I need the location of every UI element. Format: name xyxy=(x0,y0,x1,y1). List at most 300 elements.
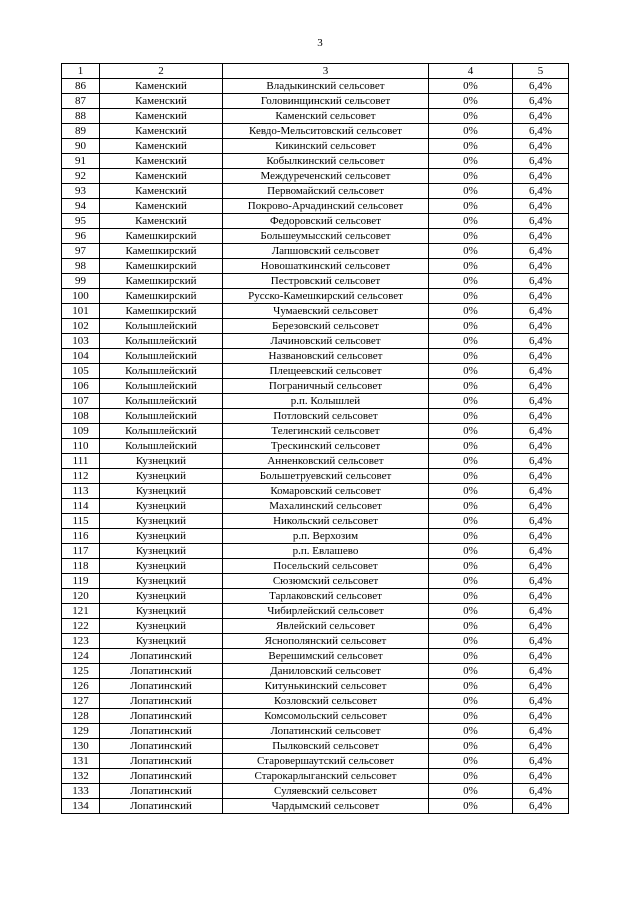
table-row xyxy=(62,274,569,289)
table-cell-col4: 0% xyxy=(429,544,513,559)
table-cell-col5: 6,4% xyxy=(513,544,569,559)
table-cell-col1: 127 xyxy=(62,694,100,709)
table-cell-col2: Лопатинский xyxy=(100,799,223,814)
table-cell-col3: Чибирлейский сельсовет xyxy=(223,604,429,619)
table-cell-col2: Каменский xyxy=(100,199,223,214)
table-cell-col2: Каменский xyxy=(100,169,223,184)
table-cell-col3: Китунькинский сельсовет xyxy=(223,679,429,694)
table-row xyxy=(62,109,569,124)
table-cell-col4: 0% xyxy=(429,109,513,124)
table-cell-col2: Кузнецкий xyxy=(100,559,223,574)
table-cell-col3: Старовершаутский сельсовет xyxy=(223,754,429,769)
table-row xyxy=(62,784,569,799)
table-cell-col2: Каменский xyxy=(100,79,223,94)
table-cell-col1: 105 xyxy=(62,364,100,379)
table-cell-col5: 6,4% xyxy=(513,694,569,709)
rates-table xyxy=(61,63,569,814)
table-cell-col5: 6,4% xyxy=(513,454,569,469)
table-cell-col2: Каменский xyxy=(100,109,223,124)
table-cell-col2: Кузнецкий xyxy=(100,574,223,589)
table-cell-col3: р.п. Верхозим xyxy=(223,529,429,544)
table-row xyxy=(62,634,569,649)
table-row xyxy=(62,439,569,454)
table-cell-col5: 6,4% xyxy=(513,379,569,394)
table-cell-col5: 6,4% xyxy=(513,664,569,679)
table-cell-col2: Камешкирский xyxy=(100,244,223,259)
table-cell-col4: 0% xyxy=(429,724,513,739)
table-cell-col1: 114 xyxy=(62,499,100,514)
table-cell-col2: Камешкирский xyxy=(100,304,223,319)
table-row xyxy=(62,649,569,664)
table-cell-col2: Лопатинский xyxy=(100,709,223,724)
table-cell-col4: 0% xyxy=(429,679,513,694)
table-cell-col3: Козловский сельсовет xyxy=(223,694,429,709)
table-cell-col5: 6,4% xyxy=(513,259,569,274)
table-cell-col4: 0% xyxy=(429,184,513,199)
table-cell-col2: Колышлейский xyxy=(100,409,223,424)
table-cell-col4: 0% xyxy=(429,394,513,409)
table-row xyxy=(62,544,569,559)
table-row xyxy=(62,694,569,709)
table-cell-col2: Лопатинский xyxy=(100,769,223,784)
table-cell-col4: 0% xyxy=(429,664,513,679)
table-cell-col3: Плещеевский сельсовет xyxy=(223,364,429,379)
header-cell-5: 5 xyxy=(513,64,569,79)
table-row xyxy=(62,379,569,394)
table-cell-col3: Телегинский сельсовет xyxy=(223,424,429,439)
table-cell-col2: Камешкирский xyxy=(100,274,223,289)
table-cell-col3: Махалинский сельсовет xyxy=(223,499,429,514)
table-cell-col5: 6,4% xyxy=(513,574,569,589)
table-cell-col1: 100 xyxy=(62,289,100,304)
table-cell-col1: 121 xyxy=(62,604,100,619)
table-cell-col4: 0% xyxy=(429,94,513,109)
table-cell-col5: 6,4% xyxy=(513,589,569,604)
table-cell-col3: Посельский сельсовет xyxy=(223,559,429,574)
table-cell-col1: 134 xyxy=(62,799,100,814)
table-cell-col2: Лопатинский xyxy=(100,649,223,664)
table-cell-col4: 0% xyxy=(429,634,513,649)
table-row xyxy=(62,769,569,784)
table-cell-col1: 111 xyxy=(62,454,100,469)
table-cell-col2: Кузнецкий xyxy=(100,499,223,514)
table-cell-col1: 110 xyxy=(62,439,100,454)
table-row xyxy=(62,529,569,544)
table-cell-col3: Кобылкинский сельсовет xyxy=(223,154,429,169)
table-cell-col4: 0% xyxy=(429,484,513,499)
table-cell-col5: 6,4% xyxy=(513,394,569,409)
table-cell-col3: Федоровский сельсовет xyxy=(223,214,429,229)
table-cell-col2: Кузнецкий xyxy=(100,454,223,469)
table-cell-col2: Кузнецкий xyxy=(100,529,223,544)
table-cell-col3: Лачиновский сельсовет xyxy=(223,334,429,349)
table-cell-col2: Колышлейский xyxy=(100,439,223,454)
table-cell-col4: 0% xyxy=(429,169,513,184)
table-cell-col4: 0% xyxy=(429,694,513,709)
table-cell-col3: Березовский сельсовет xyxy=(223,319,429,334)
table-cell-col2: Кузнецкий xyxy=(100,514,223,529)
table-cell-col1: 124 xyxy=(62,649,100,664)
table-cell-col4: 0% xyxy=(429,439,513,454)
table-cell-col2: Колышлейский xyxy=(100,379,223,394)
table-cell-col3: Владыкинский сельсовет xyxy=(223,79,429,94)
table-cell-col1: 113 xyxy=(62,484,100,499)
table-cell-col5: 6,4% xyxy=(513,229,569,244)
table-cell-col1: 96 xyxy=(62,229,100,244)
table-cell-col1: 94 xyxy=(62,199,100,214)
table-row xyxy=(62,244,569,259)
table-row xyxy=(62,664,569,679)
table-cell-col1: 88 xyxy=(62,109,100,124)
table-row xyxy=(62,334,569,349)
table-cell-col3: р.п. Колышлей xyxy=(223,394,429,409)
table-cell-col2: Кузнецкий xyxy=(100,619,223,634)
table-cell-col2: Камешкирский xyxy=(100,259,223,274)
table-cell-col2: Каменский xyxy=(100,124,223,139)
table-row xyxy=(62,589,569,604)
table-cell-col1: 99 xyxy=(62,274,100,289)
table-row xyxy=(62,619,569,634)
table-cell-col5: 6,4% xyxy=(513,499,569,514)
table-row xyxy=(62,484,569,499)
table-cell-col3: Анненковский сельсовет xyxy=(223,454,429,469)
table-cell-col3: Кикинский сельсовет xyxy=(223,139,429,154)
table-row xyxy=(62,94,569,109)
table-cell-col4: 0% xyxy=(429,454,513,469)
table-cell-col1: 119 xyxy=(62,574,100,589)
table-cell-col5: 6,4% xyxy=(513,469,569,484)
table-cell-col2: Лопатинский xyxy=(100,664,223,679)
table-row xyxy=(62,424,569,439)
table-cell-col5: 6,4% xyxy=(513,529,569,544)
table-cell-col4: 0% xyxy=(429,274,513,289)
table-cell-col1: 117 xyxy=(62,544,100,559)
table-cell-col1: 125 xyxy=(62,664,100,679)
table-row xyxy=(62,454,569,469)
table-cell-col3: Потловский сельсовет xyxy=(223,409,429,424)
table-cell-col5: 6,4% xyxy=(513,319,569,334)
table-row xyxy=(62,229,569,244)
table-row xyxy=(62,289,569,304)
table-cell-col5: 6,4% xyxy=(513,184,569,199)
table-cell-col5: 6,4% xyxy=(513,679,569,694)
table-cell-col4: 0% xyxy=(429,409,513,424)
table-row xyxy=(62,154,569,169)
table-cell-col5: 6,4% xyxy=(513,784,569,799)
table-cell-col3: Лапшовский сельсовет xyxy=(223,244,429,259)
table-cell-col5: 6,4% xyxy=(513,79,569,94)
table-cell-col1: 107 xyxy=(62,394,100,409)
table-cell-col3: Сюзюмский сельсовет xyxy=(223,574,429,589)
table-cell-col3: Даниловский сельсовет xyxy=(223,664,429,679)
table-cell-col1: 109 xyxy=(62,424,100,439)
table-cell-col5: 6,4% xyxy=(513,439,569,454)
table-cell-col2: Каменский xyxy=(100,139,223,154)
table-cell-col4: 0% xyxy=(429,739,513,754)
table-cell-col3: Суляевский сельсовет xyxy=(223,784,429,799)
table-row xyxy=(62,724,569,739)
table-cell-col4: 0% xyxy=(429,124,513,139)
table-cell-col1: 95 xyxy=(62,214,100,229)
table-cell-col3: Головинщинский сельсовет xyxy=(223,94,429,109)
table-cell-col3: Трескинский сельсовет xyxy=(223,439,429,454)
table-cell-col1: 86 xyxy=(62,79,100,94)
table-cell-col2: Лопатинский xyxy=(100,694,223,709)
table-row xyxy=(62,679,569,694)
table-cell-col2: Кузнецкий xyxy=(100,484,223,499)
table-cell-col5: 6,4% xyxy=(513,199,569,214)
table-cell-col2: Камешкирский xyxy=(100,289,223,304)
table-cell-col2: Колышлейский xyxy=(100,319,223,334)
table-cell-col3: Верешимский сельсовет xyxy=(223,649,429,664)
table-row xyxy=(62,394,569,409)
table-row xyxy=(62,754,569,769)
table-cell-col4: 0% xyxy=(429,709,513,724)
table-cell-col2: Колышлейский xyxy=(100,349,223,364)
table-cell-col3: Пограничный сельсовет xyxy=(223,379,429,394)
table-cell-col4: 0% xyxy=(429,334,513,349)
table-cell-col2: Кузнецкий xyxy=(100,469,223,484)
table-cell-col4: 0% xyxy=(429,259,513,274)
table-cell-col5: 6,4% xyxy=(513,244,569,259)
table-cell-col1: 89 xyxy=(62,124,100,139)
table-body xyxy=(62,64,569,814)
table-row xyxy=(62,409,569,424)
table-cell-col5: 6,4% xyxy=(513,214,569,229)
table-row xyxy=(62,169,569,184)
table-cell-col2: Каменский xyxy=(100,154,223,169)
header-cell-1: 1 xyxy=(62,64,100,79)
table-cell-col3: Междуреченский сельсовет xyxy=(223,169,429,184)
table-cell-col5: 6,4% xyxy=(513,769,569,784)
table-cell-col1: 132 xyxy=(62,769,100,784)
table-cell-col1: 102 xyxy=(62,319,100,334)
table-row xyxy=(62,799,569,814)
table-cell-col2: Лопатинский xyxy=(100,784,223,799)
table-cell-col5: 6,4% xyxy=(513,724,569,739)
table-cell-col3: Явлейский сельсовет xyxy=(223,619,429,634)
header-cell-2: 2 xyxy=(100,64,223,79)
table-cell-col4: 0% xyxy=(429,574,513,589)
table-cell-col1: 91 xyxy=(62,154,100,169)
table-cell-col5: 6,4% xyxy=(513,799,569,814)
table-cell-col1: 118 xyxy=(62,559,100,574)
table-cell-col2: Кузнецкий xyxy=(100,589,223,604)
table-cell-col4: 0% xyxy=(429,199,513,214)
table-row xyxy=(62,709,569,724)
table-cell-col4: 0% xyxy=(429,514,513,529)
table-cell-col2: Кузнецкий xyxy=(100,634,223,649)
table-cell-col4: 0% xyxy=(429,529,513,544)
table-cell-col5: 6,4% xyxy=(513,334,569,349)
table-cell-col3: Пылковский сельсовет xyxy=(223,739,429,754)
table-cell-col1: 87 xyxy=(62,94,100,109)
table-cell-col1: 103 xyxy=(62,334,100,349)
table-cell-col4: 0% xyxy=(429,589,513,604)
table-cell-col1: 120 xyxy=(62,589,100,604)
table-cell-col4: 0% xyxy=(429,364,513,379)
table-cell-col3: Названовский сельсовет xyxy=(223,349,429,364)
table-cell-col3: Новошаткинский сельсовет xyxy=(223,259,429,274)
table-cell-col5: 6,4% xyxy=(513,634,569,649)
table-cell-col4: 0% xyxy=(429,139,513,154)
table-row xyxy=(62,184,569,199)
table-cell-col4: 0% xyxy=(429,79,513,94)
table-cell-col2: Лопатинский xyxy=(100,754,223,769)
table-cell-col1: 123 xyxy=(62,634,100,649)
table-cell-col5: 6,4% xyxy=(513,124,569,139)
table-row xyxy=(62,604,569,619)
table-row xyxy=(62,514,569,529)
table-cell-col3: Первомайский сельсовет xyxy=(223,184,429,199)
table-cell-col5: 6,4% xyxy=(513,289,569,304)
table-cell-col3: Покрово-Арчадинский сельсовет xyxy=(223,199,429,214)
table-cell-col5: 6,4% xyxy=(513,604,569,619)
table-cell-col5: 6,4% xyxy=(513,514,569,529)
table-cell-col4: 0% xyxy=(429,499,513,514)
table-cell-col5: 6,4% xyxy=(513,139,569,154)
table-cell-col2: Колышлейский xyxy=(100,394,223,409)
table-cell-col3: Большетруевский сельсовет xyxy=(223,469,429,484)
table-cell-col1: 116 xyxy=(62,529,100,544)
table-cell-col3: Яснополянский сельсовет xyxy=(223,634,429,649)
table-cell-col4: 0% xyxy=(429,649,513,664)
table-cell-col1: 131 xyxy=(62,754,100,769)
table-row xyxy=(62,739,569,754)
table-cell-col5: 6,4% xyxy=(513,109,569,124)
table-cell-col4: 0% xyxy=(429,229,513,244)
table-cell-col5: 6,4% xyxy=(513,364,569,379)
table-cell-col1: 112 xyxy=(62,469,100,484)
table-cell-col1: 133 xyxy=(62,784,100,799)
table-cell-col5: 6,4% xyxy=(513,304,569,319)
table-cell-col5: 6,4% xyxy=(513,349,569,364)
page-number: 3 xyxy=(317,37,323,49)
table-cell-col3: Чумаевский сельсовет xyxy=(223,304,429,319)
table-cell-col4: 0% xyxy=(429,304,513,319)
table-row xyxy=(62,79,569,94)
table-row xyxy=(62,319,569,334)
table-cell-col1: 98 xyxy=(62,259,100,274)
header-cell-4: 4 xyxy=(429,64,513,79)
table-cell-col3: Старокарлыганский сельсовет xyxy=(223,769,429,784)
table-cell-col2: Каменский xyxy=(100,94,223,109)
table-row xyxy=(62,499,569,514)
table-cell-col4: 0% xyxy=(429,154,513,169)
table-cell-col4: 0% xyxy=(429,559,513,574)
table-cell-col5: 6,4% xyxy=(513,484,569,499)
table-cell-col5: 6,4% xyxy=(513,649,569,664)
table-cell-col2: Лопатинский xyxy=(100,724,223,739)
table-cell-col5: 6,4% xyxy=(513,619,569,634)
table-cell-col1: 130 xyxy=(62,739,100,754)
table-cell-col4: 0% xyxy=(429,319,513,334)
table-cell-col1: 104 xyxy=(62,349,100,364)
table-cell-col4: 0% xyxy=(429,799,513,814)
table-cell-col1: 115 xyxy=(62,514,100,529)
table-cell-col2: Каменский xyxy=(100,184,223,199)
table-cell-col4: 0% xyxy=(429,379,513,394)
table-cell-col4: 0% xyxy=(429,769,513,784)
table-row xyxy=(62,124,569,139)
table-cell-col3: Пестровский сельсовет xyxy=(223,274,429,289)
table-cell-col1: 129 xyxy=(62,724,100,739)
table-cell-col1: 108 xyxy=(62,409,100,424)
table-cell-col3: Комаровский сельсовет xyxy=(223,484,429,499)
table-cell-col1: 93 xyxy=(62,184,100,199)
table-cell-col4: 0% xyxy=(429,424,513,439)
table-cell-col2: Лопатинский xyxy=(100,739,223,754)
table-cell-col5: 6,4% xyxy=(513,169,569,184)
table-row xyxy=(62,259,569,274)
table-cell-col3: Чардымский сельсовет xyxy=(223,799,429,814)
table-cell-col1: 128 xyxy=(62,709,100,724)
table-cell-col1: 106 xyxy=(62,379,100,394)
table-row xyxy=(62,469,569,484)
table-row xyxy=(62,559,569,574)
table-cell-col5: 6,4% xyxy=(513,409,569,424)
table-cell-col4: 0% xyxy=(429,244,513,259)
table-row xyxy=(62,574,569,589)
table-cell-col3: р.п. Евлашево xyxy=(223,544,429,559)
table-row xyxy=(62,139,569,154)
table-row xyxy=(62,304,569,319)
table-cell-col2: Каменский xyxy=(100,214,223,229)
table-cell-col3: Каменский сельсовет xyxy=(223,109,429,124)
table-cell-col3: Тарлаковский сельсовет xyxy=(223,589,429,604)
table-cell-col4: 0% xyxy=(429,754,513,769)
table-cell-col3: Никольский сельсовет xyxy=(223,514,429,529)
table-cell-col1: 90 xyxy=(62,139,100,154)
table-cell-col4: 0% xyxy=(429,214,513,229)
table-cell-col1: 126 xyxy=(62,679,100,694)
table-cell-col2: Кузнецкий xyxy=(100,604,223,619)
table-cell-col2: Колышлейский xyxy=(100,424,223,439)
table-cell-col1: 101 xyxy=(62,304,100,319)
table-row xyxy=(62,214,569,229)
table-cell-col5: 6,4% xyxy=(513,274,569,289)
table-cell-col3: Лопатинский сельсовет xyxy=(223,724,429,739)
table-cell-col4: 0% xyxy=(429,469,513,484)
table-cell-col2: Колышлейский xyxy=(100,364,223,379)
table-cell-col5: 6,4% xyxy=(513,739,569,754)
table-cell-col5: 6,4% xyxy=(513,709,569,724)
table-cell-col3: Комсомольский сельсовет xyxy=(223,709,429,724)
table-cell-col2: Камешкирский xyxy=(100,229,223,244)
table-row xyxy=(62,364,569,379)
header-row xyxy=(62,64,569,79)
table-cell-col5: 6,4% xyxy=(513,94,569,109)
table-cell-col4: 0% xyxy=(429,289,513,304)
table-cell-col4: 0% xyxy=(429,349,513,364)
header-cell-3: 3 xyxy=(223,64,429,79)
table-cell-col1: 122 xyxy=(62,619,100,634)
table-cell-col3: Русско-Камешкирский сельсовет xyxy=(223,289,429,304)
table-cell-col5: 6,4% xyxy=(513,424,569,439)
table-cell-col2: Кузнецкий xyxy=(100,544,223,559)
table-cell-col2: Лопатинский xyxy=(100,679,223,694)
table-cell-col1: 97 xyxy=(62,244,100,259)
table-cell-col4: 0% xyxy=(429,619,513,634)
table-cell-col1: 92 xyxy=(62,169,100,184)
table-row xyxy=(62,349,569,364)
table-cell-col3: Большеумысский сельсовет xyxy=(223,229,429,244)
table-cell-col5: 6,4% xyxy=(513,154,569,169)
table-cell-col2: Колышлейский xyxy=(100,334,223,349)
table-cell-col3: Кевдо-Мельситовский сельсовет xyxy=(223,124,429,139)
table-cell-col5: 6,4% xyxy=(513,754,569,769)
table-cell-col4: 0% xyxy=(429,604,513,619)
